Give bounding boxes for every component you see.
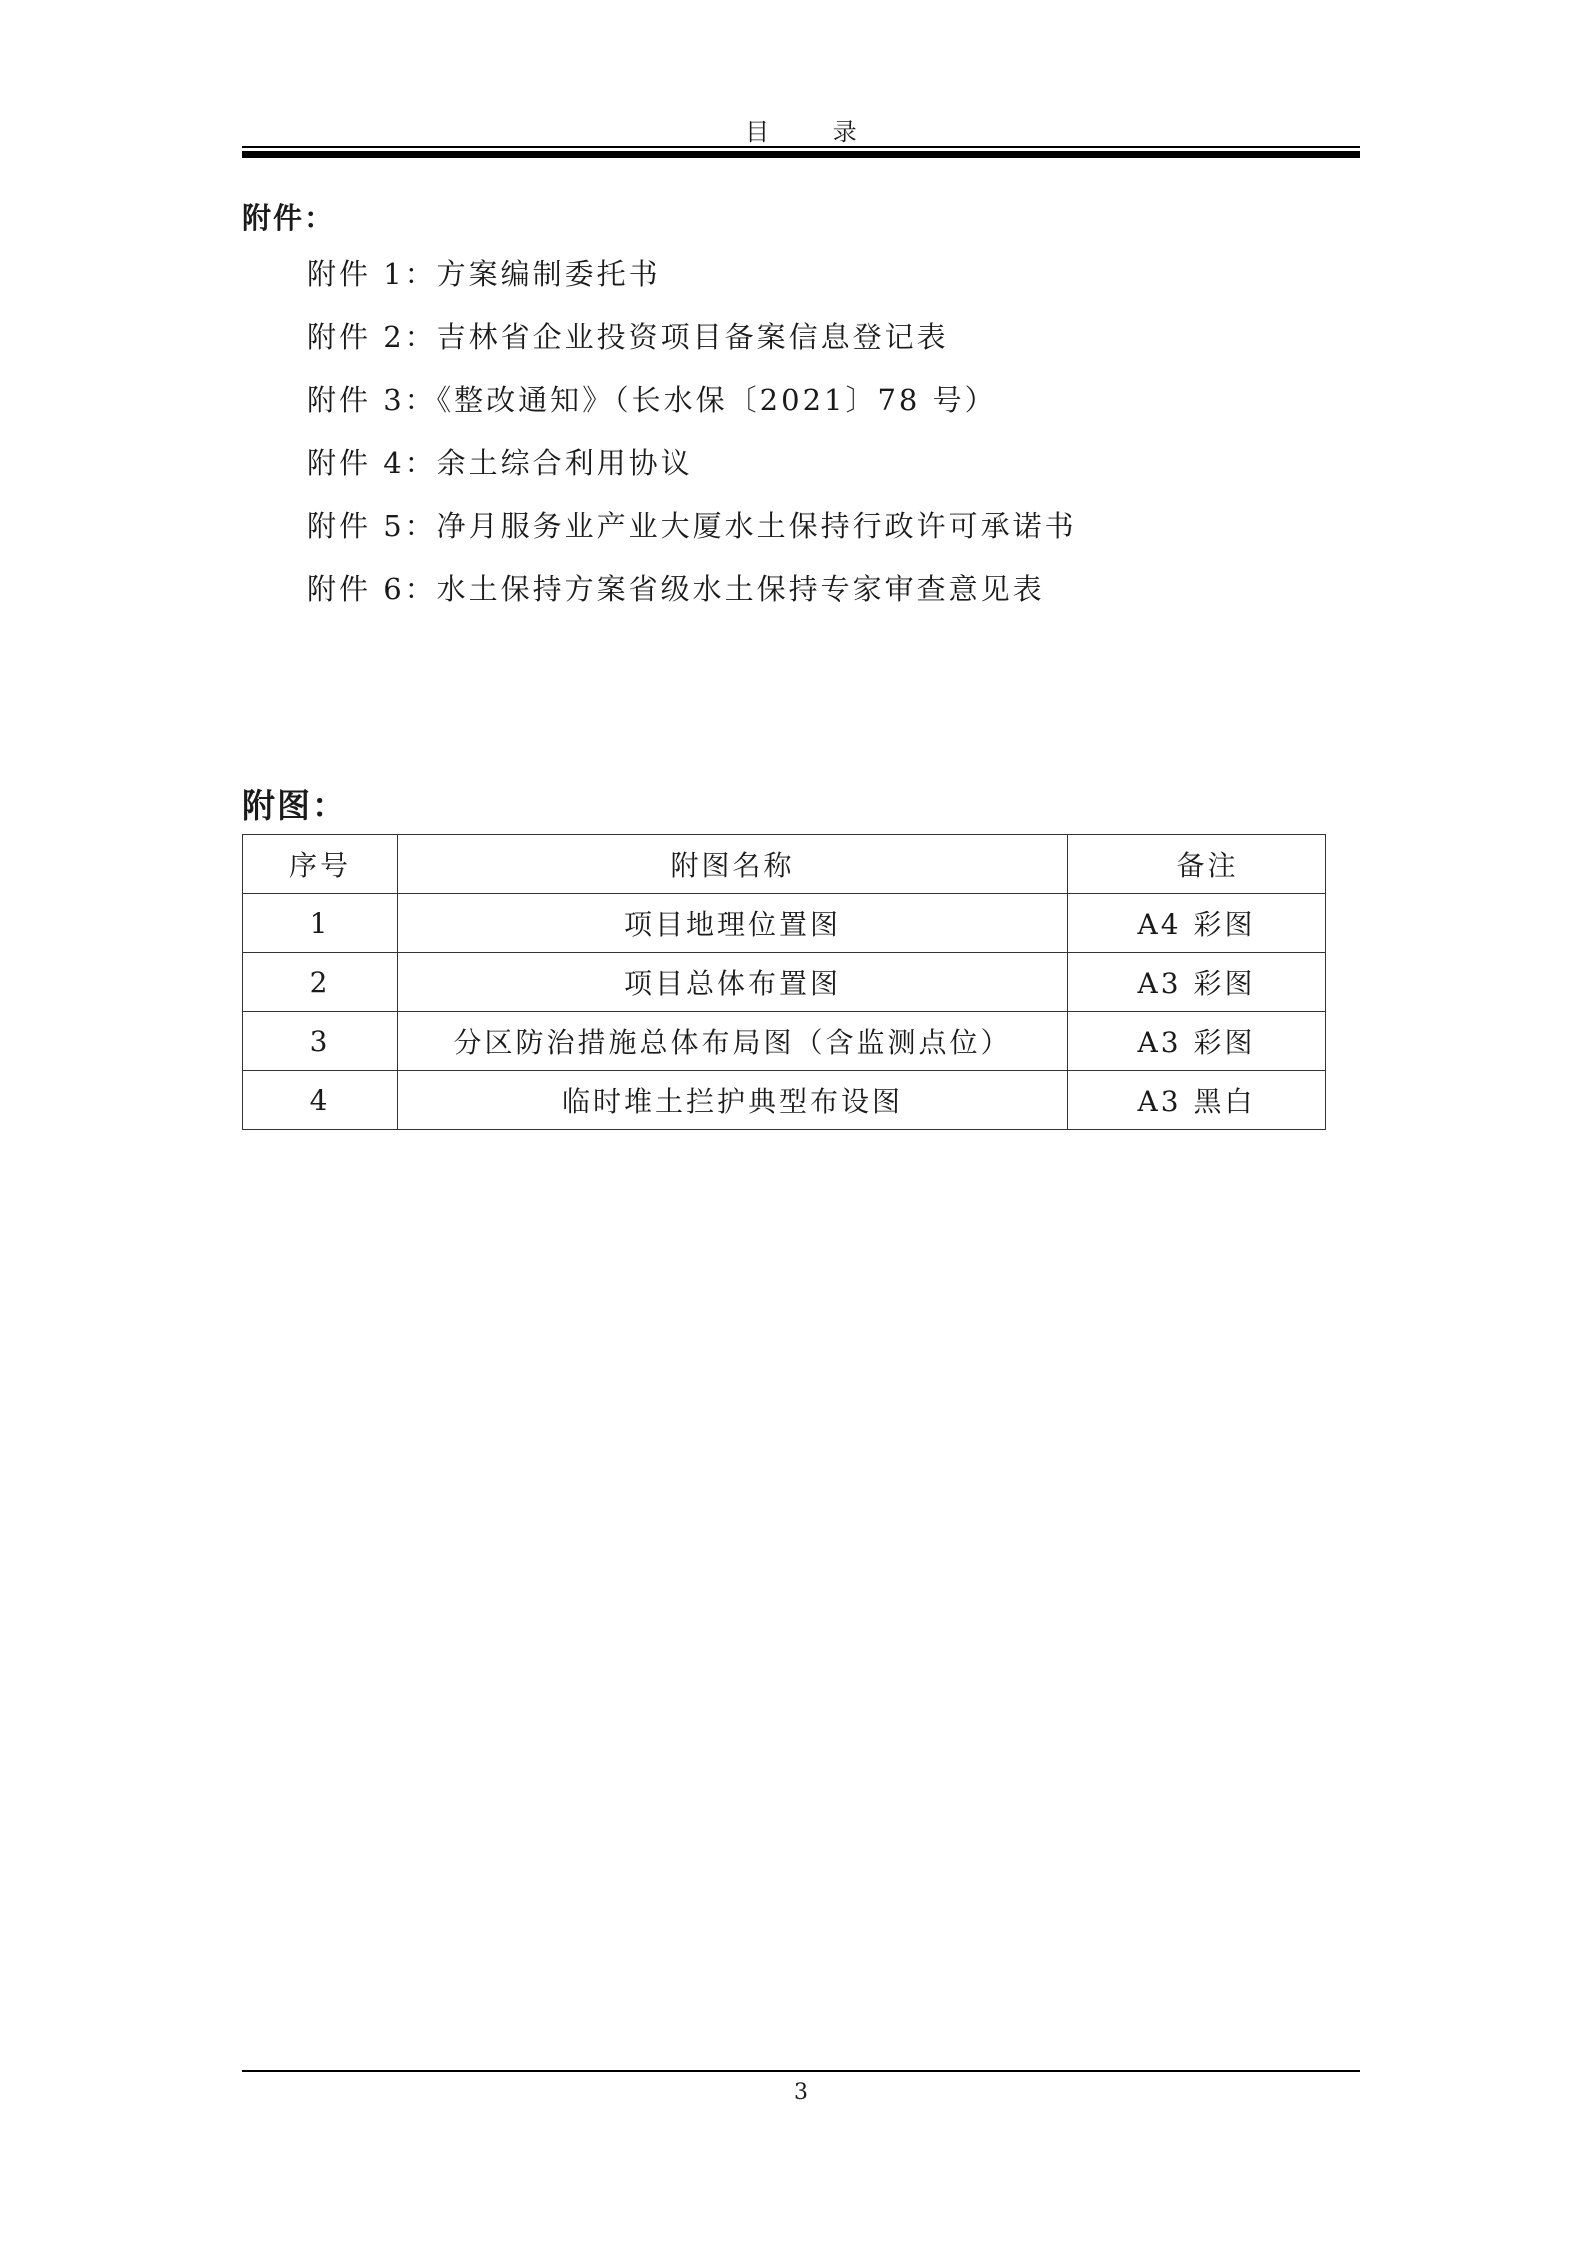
cell-note: A3 彩图: [1068, 953, 1326, 1012]
cell-note: A3 彩图: [1068, 1012, 1326, 1071]
cell-name: 项目地理位置图: [398, 894, 1068, 953]
attachment-item: 附件 2：吉林省企业投资项目备案信息登记表: [307, 320, 949, 354]
attachment-item: 附件 6：水土保持方案省级水土保持专家审查意见表: [307, 572, 1045, 606]
cell-note: A3 黑白: [1068, 1071, 1326, 1130]
header-cell-no: 序号: [243, 835, 398, 894]
attachment-item: 附件 1：方案编制委托书: [307, 257, 661, 291]
page-number: 3: [794, 2080, 808, 2105]
cell-note: A4 彩图: [1068, 894, 1326, 953]
attachment-item: 附件 3：《整改通知》（长水保〔2021〕78 号）: [307, 383, 997, 417]
header-title: 目 录: [745, 118, 885, 146]
attachments-list: [307, 252, 1077, 630]
header-rule-thick: [242, 151, 1360, 158]
table-row: [243, 953, 1326, 1012]
attachment-item: 附件 5：净月服务业产业大厦水土保持行政许可承诺书: [307, 509, 1077, 543]
header-rule-thin: [242, 146, 1360, 148]
table-row: [243, 894, 1326, 953]
header-cell-name: 附图名称: [398, 835, 1068, 894]
cell-no: 1: [243, 894, 398, 953]
cell-name: 项目总体布置图: [398, 953, 1068, 1012]
table-row: [243, 1012, 1326, 1071]
cell-name: 分区防治措施总体布局图（含监测点位）: [398, 1012, 1068, 1071]
figures-table: [242, 834, 1326, 1130]
attachments-heading: 附件：: [242, 201, 336, 235]
table-row: [243, 1071, 1326, 1130]
cell-no: 3: [243, 1012, 398, 1071]
attachment-item: 附件 4：余土综合利用协议: [307, 446, 693, 480]
figures-heading: 附图：: [242, 786, 347, 825]
header-cell-note: 备注: [1068, 835, 1326, 894]
cell-no: 2: [243, 953, 398, 1012]
table-header-row: [243, 835, 1326, 894]
footer-rule: [242, 2070, 1360, 2072]
cell-no: 4: [243, 1071, 398, 1130]
cell-name: 临时堆土拦护典型布设图: [398, 1071, 1068, 1130]
